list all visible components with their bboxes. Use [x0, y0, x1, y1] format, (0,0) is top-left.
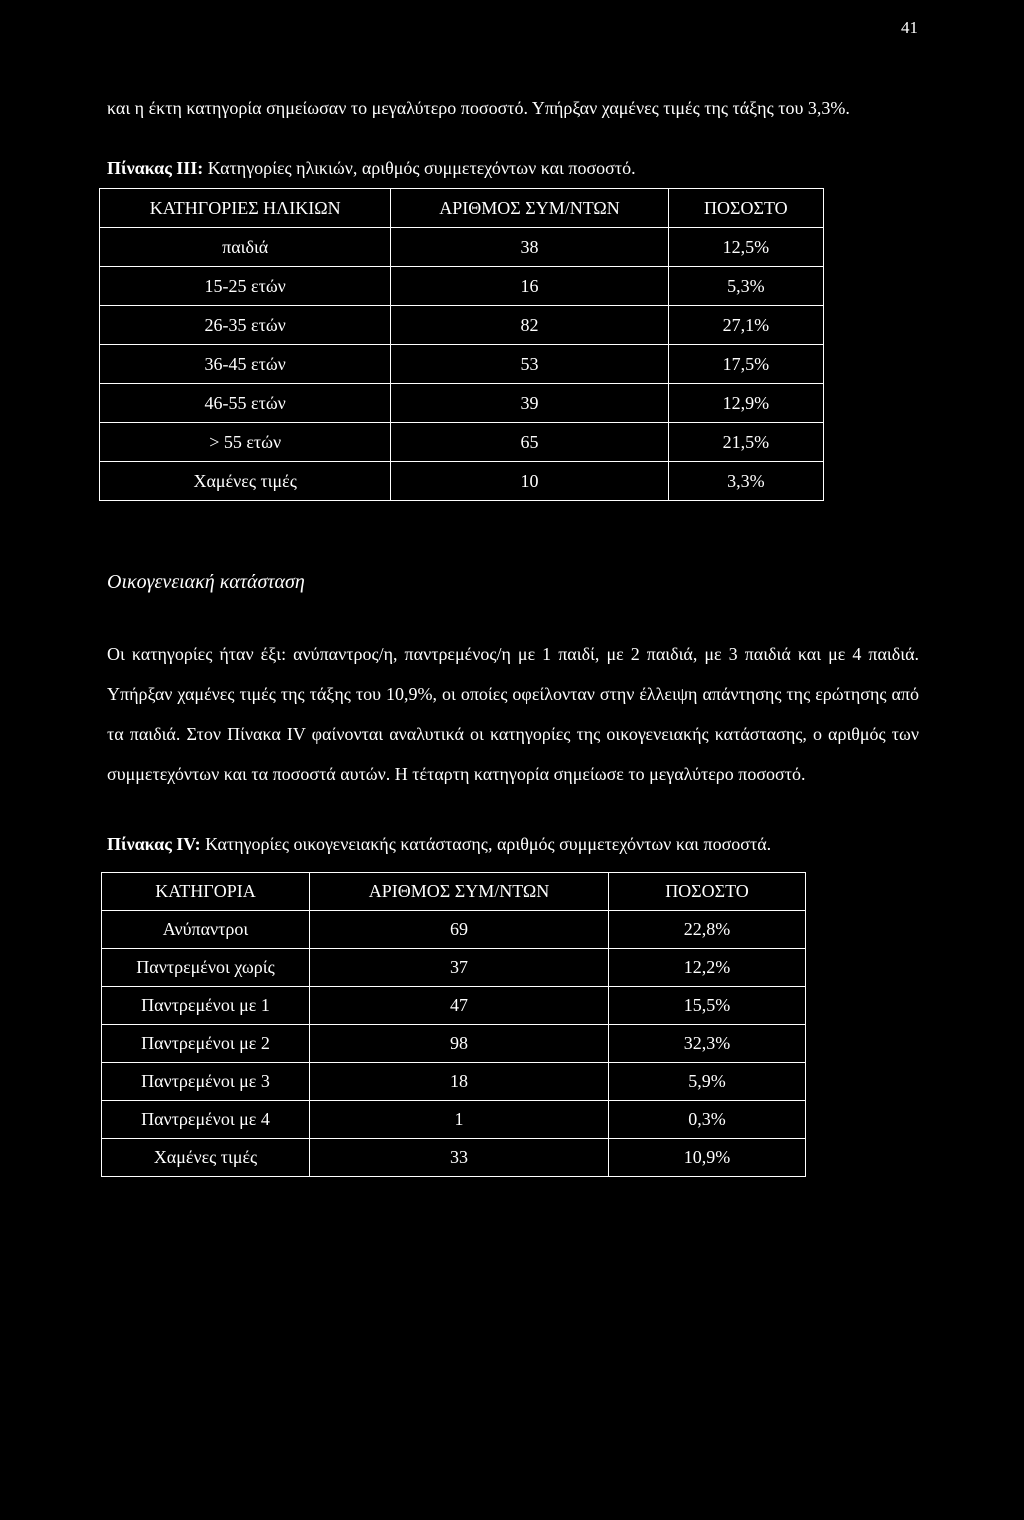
count-cell: 38 [391, 228, 668, 267]
table4-caption-text: Κατηγορίες οικογενειακής κατάστασης, αριθμός συμμετεχόντων και ποσοστά. [200, 834, 772, 854]
category-cell: Παντρεμένοι με 4 [102, 1101, 310, 1139]
family-status-paragraph: Οι κατηγορίες ήταν έξι: ανύπαντρος/η, παντρεμένος/η με 1 παιδί, με 2 παιδιά, με 3 παιδιά και με 4 παιδιά. Υπήρξαν χαμένες τιμές της τάξης του 10,9%, οι οποίες οφείλονταν στην έλλειψη απάντησης της ερώτησης από τα παιδιά. Στον Πίνακα IV φαίνονται αναλυτικά οι κατηγορίες της οικογενειακής κατάστασης, ο αριθμός των συμμετεχόντων και τα ποσοστά αυτών. Η τέταρτη κατηγορία σημείωσε το μεγαλύτερο ποσοστό. [107, 644, 919, 784]
table3-caption [107, 148, 919, 188]
percent-cell: 5,3% [668, 267, 823, 306]
header-cell: ΑΡΙΘΜΟΣ ΣΥΜ/ΝΤΩΝ [310, 873, 609, 911]
category-cell: Παντρεμένοι με 2 [102, 1025, 310, 1063]
table-row [102, 1139, 806, 1177]
table4-caption-label: Πίνακας IV: [107, 834, 201, 854]
table-row [102, 987, 806, 1025]
percent-cell: 12,5% [668, 228, 823, 267]
table-row [100, 228, 824, 267]
header-cell: ΚΑΤΗΓΟΡΙΑ [102, 873, 310, 911]
category-cell: 36-45 ετών [100, 345, 391, 384]
category-cell: 26-35 ετών [100, 306, 391, 345]
percent-cell: 5,9% [609, 1063, 806, 1101]
percent-cell: 3,3% [668, 462, 823, 501]
percent-cell: 32,3% [609, 1025, 806, 1063]
table-header-row [100, 189, 824, 228]
category-cell: παιδιά [100, 228, 391, 267]
header-cell: ΚΑΤΗΓΟΡΙΕΣ ΗΛΙΚΙΩΝ [100, 189, 391, 228]
count-cell: 98 [310, 1025, 609, 1063]
category-cell: Χαμένες τιμές [102, 1139, 310, 1177]
header-cell: ΠΟΣΟΣΤΟ [668, 189, 823, 228]
percent-cell: 0,3% [609, 1101, 806, 1139]
table-row [100, 462, 824, 501]
table-row [102, 1101, 806, 1139]
count-cell: 37 [310, 949, 609, 987]
percent-cell: 15,5% [609, 987, 806, 1025]
table-row [100, 384, 824, 423]
category-cell: Παντρεμένοι χωρίς [102, 949, 310, 987]
percent-cell: 10,9% [609, 1139, 806, 1177]
count-cell: 47 [310, 987, 609, 1025]
percent-cell: 12,9% [668, 384, 823, 423]
table-row [100, 306, 824, 345]
count-cell: 53 [391, 345, 668, 384]
count-cell: 1 [310, 1101, 609, 1139]
category-cell: > 55 ετών [100, 423, 391, 462]
count-cell: 69 [310, 911, 609, 949]
count-cell: 10 [391, 462, 668, 501]
table-row [102, 911, 806, 949]
table-row [100, 267, 824, 306]
category-cell: 46-55 ετών [100, 384, 391, 423]
page-content [107, 88, 919, 1177]
table3-caption-text: Κατηγορίες ηλικιών, αριθμός συμμετεχόντων και ποσοστό. [203, 158, 636, 178]
percent-cell: 12,2% [609, 949, 806, 987]
category-cell: Χαμένες τιμές [100, 462, 391, 501]
percent-cell: 21,5% [668, 423, 823, 462]
percent-cell: 27,1% [668, 306, 823, 345]
table-row [102, 949, 806, 987]
header-cell: ΑΡΙΘΜΟΣ ΣΥΜ/ΝΤΩΝ [391, 189, 668, 228]
table-row [100, 345, 824, 384]
header-cell: ΠΟΣΟΣΤΟ [609, 873, 806, 911]
percent-cell: 17,5% [668, 345, 823, 384]
category-cell: Παντρεμένοι με 3 [102, 1063, 310, 1101]
family-status-table [101, 872, 806, 1177]
category-cell: Ανύπαντροι [102, 911, 310, 949]
count-cell: 18 [310, 1063, 609, 1101]
table-row [102, 1025, 806, 1063]
table-row [100, 423, 824, 462]
count-cell: 39 [391, 384, 668, 423]
page-number: 41 [901, 18, 918, 37]
table4-caption [107, 824, 919, 864]
intro-paragraph: και η έκτη κατηγορία σημείωσαν το μεγαλύτερο ποσοστό. Υπήρξαν χαμένες τιμές της τάξης του 3,3%. [107, 98, 850, 118]
count-cell: 16 [391, 267, 668, 306]
count-cell: 65 [391, 423, 668, 462]
table-header-row [102, 873, 806, 911]
percent-cell: 22,8% [609, 911, 806, 949]
table3-caption-label: Πίνακας III: [107, 158, 204, 178]
count-cell: 82 [391, 306, 668, 345]
category-cell: 15-25 ετών [100, 267, 391, 306]
age-categories-table [99, 188, 824, 501]
count-cell: 33 [310, 1139, 609, 1177]
section-heading-family-status: Οικογενειακή κατάσταση [107, 571, 305, 593]
table-row [102, 1063, 806, 1101]
category-cell: Παντρεμένοι με 1 [102, 987, 310, 1025]
